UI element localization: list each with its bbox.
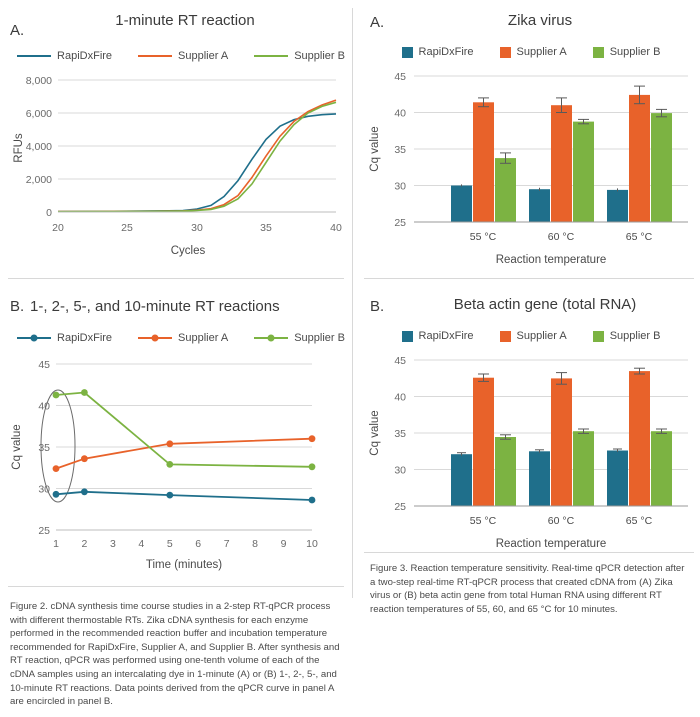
legend-label: Supplier A — [178, 50, 229, 62]
figure2-panel-a-legend — [36, 50, 345, 62]
fig3-panel-divider — [364, 278, 694, 279]
legend-label: RapiDxFire — [57, 50, 113, 62]
svg-text:65 °C: 65 °C — [625, 231, 653, 243]
legend-label: Supplier B — [609, 330, 661, 342]
svg-text:40: 40 — [38, 400, 50, 413]
legend-line-dot-swatch-icon — [17, 337, 51, 339]
svg-text:40: 40 — [394, 391, 406, 404]
svg-text:35: 35 — [38, 442, 50, 454]
figure3-panel-b-legend — [376, 330, 686, 342]
fig2-panel-divider — [8, 278, 344, 279]
svg-text:20: 20 — [52, 222, 64, 234]
legend-box-swatch-icon — [593, 47, 604, 58]
svg-text:Time (minutes): Time (minutes) — [145, 559, 223, 571]
svg-text:40: 40 — [394, 107, 406, 120]
legend-item-rapidxfire — [402, 330, 474, 342]
legend-box-swatch-icon — [500, 331, 511, 342]
legend-item-supplier-b — [254, 50, 345, 62]
legend-label: Supplier B — [294, 50, 345, 62]
svg-text:0: 0 — [46, 207, 52, 219]
legend-item-supplier-b — [593, 330, 661, 342]
legend-line-swatch-icon — [17, 55, 51, 57]
svg-text:35: 35 — [260, 222, 272, 234]
legend-item-rapidxfire — [402, 46, 474, 58]
svg-text:35: 35 — [394, 144, 406, 156]
figure3-panel-a-legend — [376, 46, 686, 58]
legend-label: Supplier A — [516, 46, 567, 58]
svg-text:4: 4 — [138, 538, 145, 550]
svg-text:30: 30 — [394, 464, 406, 477]
figure2-panel-b-letter: B. — [10, 298, 25, 315]
legend-line-dot-swatch-icon — [138, 337, 172, 339]
figure2-panel-b-plot — [0, 350, 352, 580]
svg-text:40: 40 — [330, 222, 342, 234]
svg-text:35: 35 — [394, 428, 406, 440]
svg-text:5: 5 — [166, 538, 173, 550]
svg-text:3: 3 — [109, 538, 116, 550]
svg-text:Cq value: Cq value — [369, 410, 381, 456]
figure2-panel-b-title: 1-, 2-, 5-, and 10-minute RT reactions — [30, 298, 280, 315]
svg-text:10: 10 — [306, 538, 318, 550]
legend-item-supplier-a — [500, 46, 567, 58]
figure2-panel-b — [0, 284, 352, 584]
svg-text:25: 25 — [394, 217, 406, 229]
legend-label: RapiDxFire — [418, 330, 474, 342]
svg-text:25: 25 — [38, 525, 50, 537]
figure3-panel-b-plot — [356, 350, 700, 558]
figure2-panel-b-legend — [36, 332, 345, 344]
legend-label: Supplier B — [294, 332, 345, 344]
legend-label: RapiDxFire — [418, 46, 474, 58]
column-divider — [352, 8, 353, 598]
legend-box-swatch-icon — [500, 47, 511, 58]
svg-text:55 °C: 55 °C — [469, 515, 497, 527]
figure3-panel-a-title: Zika virus — [507, 12, 573, 29]
svg-text:Reaction temperature: Reaction temperature — [495, 538, 607, 550]
svg-text:Reaction temperature: Reaction temperature — [495, 254, 607, 266]
svg-text:55 °C: 55 °C — [469, 231, 497, 243]
svg-text:RFUs: RFUs — [13, 133, 25, 163]
svg-text:8,000: 8,000 — [25, 75, 52, 87]
svg-text:45: 45 — [38, 359, 50, 371]
figure2-panel-a-title: 1-minute RT reaction — [115, 12, 255, 29]
svg-text:60 °C: 60 °C — [547, 231, 575, 243]
legend-line-dot-swatch-icon — [254, 337, 288, 339]
svg-text:Cq value: Cq value — [11, 424, 23, 470]
svg-text:45: 45 — [394, 355, 406, 367]
svg-text:25: 25 — [121, 222, 133, 234]
legend-item-supplier-b — [254, 332, 345, 344]
figure2-panel-a — [0, 0, 352, 278]
svg-text:9: 9 — [280, 538, 287, 550]
legend-line-swatch-icon — [138, 55, 172, 57]
svg-text:Cycles: Cycles — [170, 245, 206, 257]
figure3-panel-b-letter: B. — [370, 298, 385, 315]
figure3-panel-a — [356, 0, 700, 278]
legend-box-swatch-icon — [593, 331, 604, 342]
svg-text:30: 30 — [394, 180, 406, 193]
svg-text:6,000: 6,000 — [25, 108, 52, 120]
svg-text:30: 30 — [191, 222, 203, 234]
svg-text:30: 30 — [38, 483, 50, 496]
figure2-caption: Figure 2. cDNA synthesis time course studies in a 2-step RT-qPCR process with different thermostable RTs. Zika cDNA synthesis for each enzyme performed in the recommended reaction buffer and incubation temperature recommended for RapiDxFire, Supplier A, and Supplier B. After synthesis and RT reaction, qPCR was performed using one-tenth volume of each of the cDNA samples using an intercalating dye in 1-minute (A) or (B) 1-, 2-, 5-, and 10-minute RT reactions. Data points derived from the qPCR curve in panel A are encircled in panel B. — [10, 601, 340, 708]
legend-box-swatch-icon — [402, 47, 413, 58]
figure3-panel-b — [356, 284, 700, 552]
figure2-panel-a-plot — [0, 68, 352, 268]
legend-box-swatch-icon — [402, 331, 413, 342]
svg-text:25: 25 — [394, 501, 406, 513]
figure3-panel-a-letter: A. — [370, 14, 385, 31]
svg-text:8: 8 — [252, 538, 259, 550]
svg-text:7: 7 — [223, 538, 230, 550]
svg-text:Cq value: Cq value — [369, 126, 381, 172]
legend-label: Supplier A — [178, 332, 229, 344]
figure3-panel-b-title: Beta actin gene (total RNA) — [453, 296, 637, 313]
legend-item-supplier-b — [593, 46, 661, 58]
svg-text:65 °C: 65 °C — [625, 515, 653, 527]
svg-text:1: 1 — [53, 538, 59, 550]
svg-text:2,000: 2,000 — [25, 174, 52, 186]
figure2-panel-a-letter: A. — [10, 22, 25, 39]
svg-text:4,000: 4,000 — [25, 141, 52, 153]
legend-item-supplier-a — [500, 330, 567, 342]
figure3-panel-a-plot — [356, 66, 700, 274]
legend-label: Supplier B — [609, 46, 661, 58]
svg-text:45: 45 — [394, 71, 406, 83]
legend-label: Supplier A — [516, 330, 567, 342]
fig2-caption-divider — [8, 586, 344, 587]
legend-item-rapidxfire — [17, 332, 112, 344]
svg-text:2: 2 — [81, 538, 88, 550]
legend-line-swatch-icon — [254, 55, 288, 57]
legend-item-supplier-a — [138, 332, 228, 344]
legend-item-supplier-a — [138, 50, 228, 62]
svg-text:60 °C: 60 °C — [547, 515, 575, 527]
legend-label: RapiDxFire — [57, 332, 113, 344]
svg-text:6: 6 — [195, 538, 202, 550]
legend-item-rapidxfire — [17, 50, 112, 62]
figure3-caption: Figure 3. Reaction temperature sensitivity. Real-time qPCR detection after a two-step real-time RT-qPCR process that created cDNA from (A) Zika virus or (B) beta actin gene from total Human RNA using different RT reaction temperatures of 55, 60, and 65 °C for 10 minutes. — [370, 563, 685, 615]
